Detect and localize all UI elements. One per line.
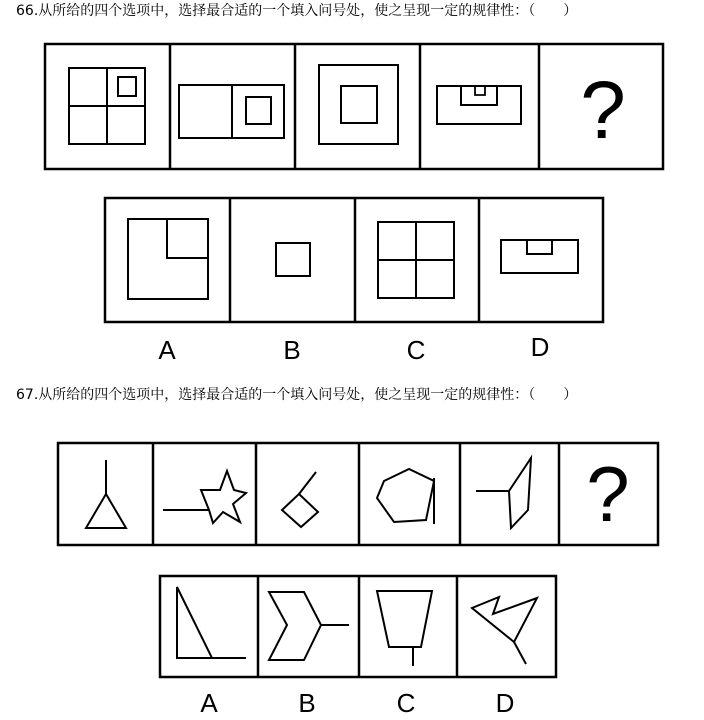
q66-figure-3 [319,65,398,144]
question-67-text: 67.从所给的四个选项中，选择最合适的一个填入问号处，使之呈现一定的规律性：（ ） [16,387,578,403]
q67-figure-4 [377,469,434,524]
q67-option-c-label[interactable]: C [396,688,416,718]
q66-option-c-label[interactable]: C [406,335,426,365]
q67-option-a-label[interactable]: A [200,688,218,718]
q67-option-b-figure[interactable] [269,592,349,660]
q66-option-d-figure[interactable] [501,240,578,273]
q66-question-mark: ? [580,65,626,156]
q67-figure-5 [476,458,531,528]
q67-option-c-figure[interactable] [377,591,432,666]
q67-option-b-label[interactable]: B [298,688,316,718]
q66-figure-2 [179,85,284,138]
q67-figure-1 [86,460,126,528]
q67-option-a-figure[interactable] [177,587,246,658]
q66-option-b-figure[interactable] [276,243,310,276]
q66-option-b-label[interactable]: B [283,335,301,365]
q67-option-d-label[interactable]: D [495,688,515,718]
q66-figure-4 [437,86,521,124]
q66-option-d-label[interactable]: D [530,332,550,362]
q67-figure-3 [282,472,318,527]
q67-option-d-figure[interactable] [472,597,537,664]
q66-option-c-figure[interactable] [378,222,454,298]
q67-options-row [160,576,556,677]
q66-option-a-figure[interactable] [128,219,208,299]
question-66-text: 66.从所给的四个选项中，选择最合适的一个填入问号处，使之呈现一定的规律性：（ ） [16,3,578,19]
q67-question-mark: ? [586,450,630,538]
q66-options-row [105,198,603,322]
q67-figure-2 [163,471,246,523]
q66-figure-1 [69,68,145,144]
q66-sequence-row [45,44,663,169]
q66-option-a-label[interactable]: A [158,335,176,365]
q67-sequence-row [58,443,658,545]
